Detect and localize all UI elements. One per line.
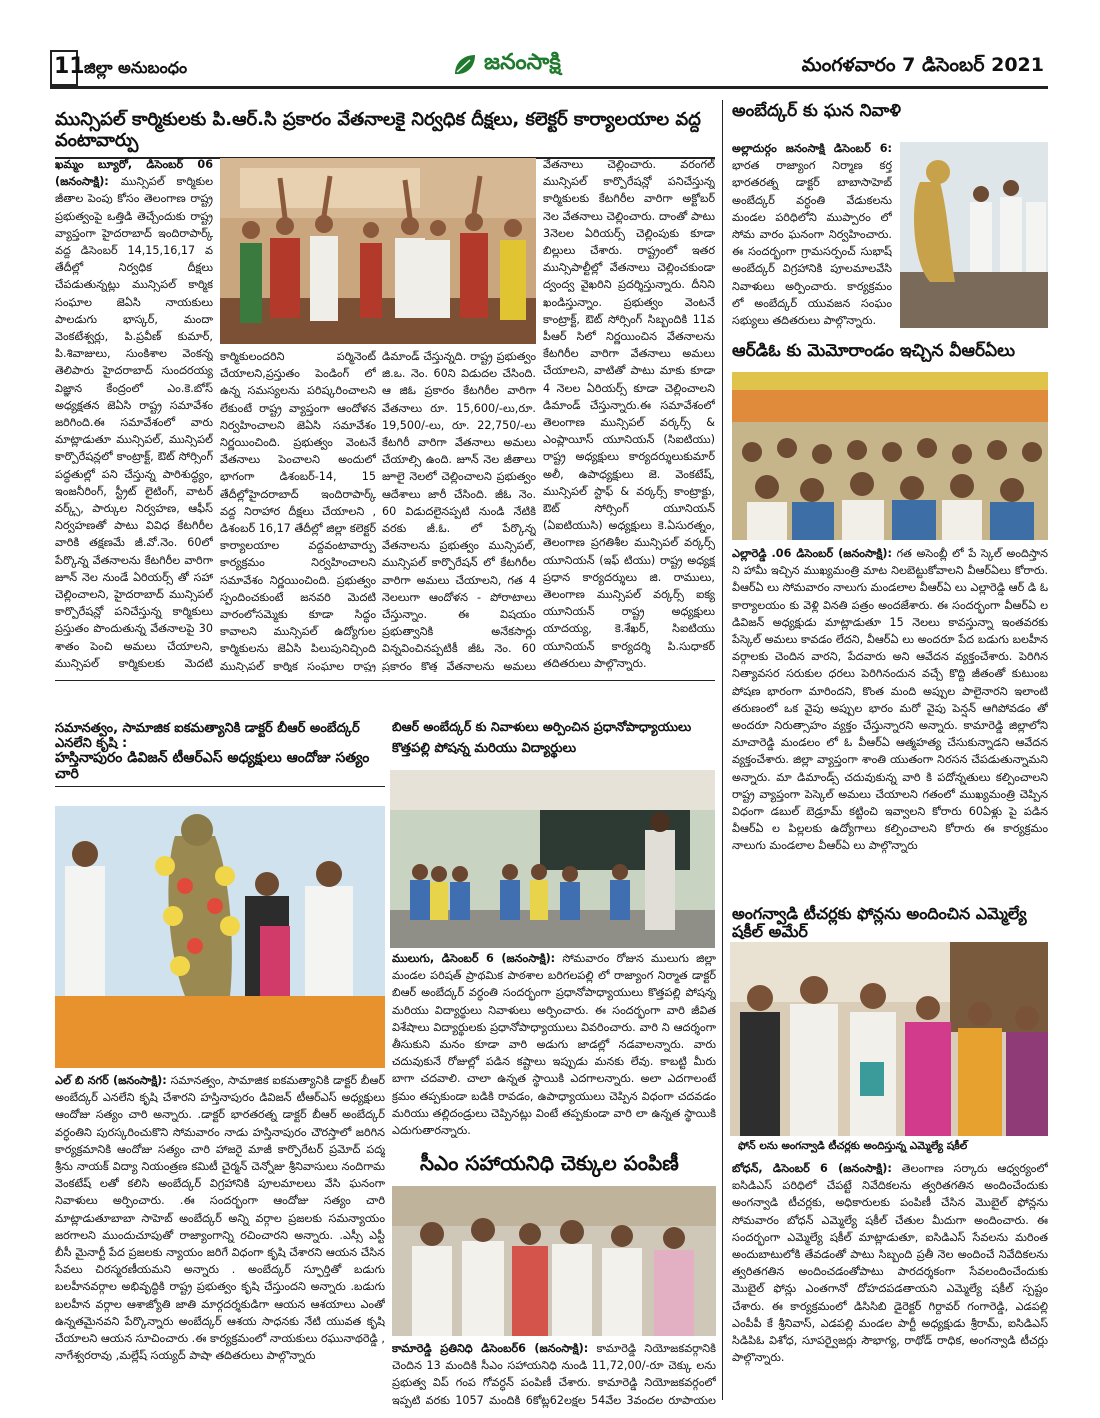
story4-text — [732, 1160, 1048, 1400]
issue-date: మంగళవారం 7 డిసెంబర్ 2021 — [801, 54, 1044, 76]
logo-text: జనంసాక్షి — [484, 50, 561, 75]
story3-dateline: ఎల్లారెడ్డి .06 డిసెంబర్ (జనంసాక్షి): — [732, 547, 892, 560]
story2-headline: అంబేద్కర్ కు ఘన నివాళి — [732, 101, 901, 121]
story2-body: భారత రాజ్యాంగ నిర్మాణ కర్త భారతరత్న డాక్టర్ బాబాసాహెబ్ అంబేద్కర్ వర్ధంతి వేడుకలను మండల పరిధిలోని ముప్పారం లో సోమ వారం ఘనంగా నిర్వహించారు. ఈ సందర్భంగా గ్రామసర్పంచ్ సుభాష్ అంబేద్కర్ విగ్రహానికి పూలమాలవేసి నివాళులు అర్పించారు. కార్యక్రమం లో అంబేద్కర్ యువజన సంఘం సభ్యులు తదితరులు పాల్గొన్నారు. — [732, 159, 892, 328]
leaf-icon — [452, 52, 478, 78]
story3-headline: ఆర్‌డిఓ కు మెమోరాండం ఇచ్చిన వీఆర్‌ఏలు — [732, 341, 1016, 361]
story6-dateline: ములుగు, డిసెంబర్ 6 (జనంసాక్షి): — [392, 952, 556, 965]
story4-photo — [730, 942, 1048, 1136]
story2-photo — [900, 142, 1048, 328]
story6-headline-1: బిఆర్ అంబేద్కర్ కు నివాళులు అర్పించిన ప్రధానోపాధ్యాయులు — [392, 719, 692, 734]
story2-dateline: అల్లాదుర్గం జనంసాక్షి డిసెంబర్ 6: — [732, 142, 892, 155]
story7-headline: సీఎం సహాయనిధి చెక్కుల పంపిణీ — [420, 1151, 679, 1175]
story1-col4 — [543, 156, 715, 672]
story6-text — [392, 950, 716, 1140]
story1-col3 — [382, 348, 536, 672]
story5-headline-1: సమానత్వం, సామాజిక ఐకమత్యానికి డాక్టర్ బీఆర్ అంబేద్కర్ ఎనలేని కృషి : — [55, 721, 360, 751]
story4-body: తెలంగాణ సర్కారు ఆధ్వర్యంలో ఐసిడిఎస్ పరిధిలో చేపట్టే నివేదికలను త్వరితగతిన అందించేందుకు అంగన్వాడి టీచర్లకు, అధికారులకు పంపిణీ చేసిన మొబైల్ ఫోన్లను సోమవారం బోధన్ ఎమ్మెల్యే షకీల్ చేతుల మీదుగా అందించారు. ఈ సందర్భంగా ఎమ్మెల్యే షకీల్ మాట్లాడుతూ, ఐసిడిఎస్ సేవలను మరింత అందుబాటులోకి తేవడంతో పాటు సిబ్బంది ప్రతీ నెల అందించే నివేదికలను త్వరితగతిన అందించడంతోపాటు పారదర్శకంగా సేవలందించేందుకు మొబైల్ ఫోన్లు ఎంతగానో దోహదపడతాయని ఎమ్మెల్యే షకీల్ స్పష్టం చేశారు. ఈ కార్యక్రమంలో డిసిసిబి డైరెక్టర్ గిర్దావర్ గంగారెడ్డి, ఎడపల్లి ఎంపీపీ కే శ్రీనివాస్, ఎడపల్లి మండల పార్టీ అధ్యక్షుడు శ్రీరామ్, ఐసిడిఎస్ సిడిపిఓ విశోధ, సూపర్వైజర్లు సౌభాగ్య, రాథోడ్ రాధిక, అంగన్వాడి టీచర్లు పాల్గొన్నారు. — [732, 1162, 1048, 1365]
story1-dateline: ఖమ్మం బ్యూరో, డిసెంబర్ 06 (జనంసాక్షి): — [55, 158, 213, 189]
story3-body: గత అసెంబ్లీ లో పే స్కెల్ అందిస్తాన ని హామీ ఇచ్చిన ముఖ్యమంత్రి మాట నిలబెట్టుకోవాలని వీఆర్ఏలు కోరారు. వీఆర్ఏ లు సోమవారం నాలుగు మండలాల వీఆర్ఏ లు ఎల్లారెడ్డి ఆర్ డి ఓ కార్యాలయం కు వెళ్లి వినతి పత్రం అందజేశారు. ఈ సందర్భంగా వీఆర్ఏ ల డివిజన్ అధ్యక్షుడు మాట్లాడుతూ 15 నెలలు కావస్తున్నా ఇంతవరకు పేస్కెల్ అమలు కావడం లేదని, వీఆర్ఏ లు అందరూ పేద బడుగు బలహీన వర్గాలకు చెందిన వారని, పేదవారు అని ఆవేదన వ్యక్తంచేశారు. పెరిగిన నిత్యావసర సరుకుల ధరలు పెరిగినందున వచ్చే కొద్ది జీతంతో కుటుంబ పోషణ భారంగా మారిందని, కొంత మంది అప్పుల పాలైనారని ఇలాంటి తరుణంలో ఒక వైపు అప్పుల భారం మరో వైపు పెన్షన్ ఆగిపోవడం తో అందరూ నిరుత్సాహం వ్యక్తం చేస్తున్నారని అన్నారు. కామారెడ్డి జిల్లాలోని మాచారెడ్డి మండలం లో ఓ వీఆర్ఏ ఆత్మహత్య చేసుకున్నాడని ఆవేదన వ్యక్తంచేశారు. జిల్లా వ్యాప్తంగా శాంతి యుతంగా నిరసన చేపడుతున్నామని అన్నారు. మా డిమాండ్స్ చదువుకున్న వారి కి పదోన్నతులు కల్పించాలని రాష్ట్ర వ్యాప్తంగా పెస్కెల్ అమలు చేయాలని గతంలో ముఖ్యమంత్రి చెప్పిన విధంగా డబుల్ బెడ్రూమ్ కట్టించి ఇవ్వాలని కోరారు 60ఏళ్లు పై పడిన వీఆర్ఏ ల పిల్లలకు ఉద్యోగాలు కల్పించాలని కోరారు ఈ కార్యక్రమం నాలుగు మండలాల వీఆర్ఏ లు పాల్గొన్నారు — [732, 547, 1048, 853]
story6-body: సోమవారం రోజున ములుగు జిల్లా మండల పరిషత్ ప్రాథమిక పాఠశాల బరిగలపల్లి లో రాజ్యాంగ నిర్మాత డాక్టర్ బిఆర్ అంబేద్కర్ వర్ధంతి సందర్భంగా ప్రధానోపాధ్యాయులు కొత్తపల్లి పోషన్న మరియు విద్యార్థులు నివాళులు అర్పించారు. ఈ సందర్భంగా వారి జీవిత విశేషాలు విద్యార్థులకు ప్రధానోపాధ్యాయులు వివరించారు. వారి ని ఆదర్శంగా తీసుకుని మనం కూడా వారి అడుగు జాడల్లో నడవాలన్నారు. వారు చదువుకునే రోజుల్లో పడిన కష్టాలు ఇప్పుడు మనకు లేవు. కాబట్టి మీరు బాగా చదవాలి. చాలా ఉన్నత స్థాయికి ఎదగాలన్నారు. అలా ఎదగాలంటే క్రమం తప్పకుండా బడికి రావడం, ఉపాధ్యాయులు చెప్పిన విధంగా చదవడం మరియు తల్లిదండ్రులు చెప్పినట్లు వింటే తప్పకుండా వారి లా ఉన్నత స్థాయికి ఎదుగుతారన్నారు. — [392, 952, 716, 1138]
story5-headline-2: హస్తినాపురం డివిజన్ టీఆర్ఎస్ అధ్యక్షులు ఆందోజు సత్యం చారి — [55, 750, 385, 787]
story1-col1-text: మున్సిపల్ కార్మికుల జీతాల పెంపు కోసం తెలంగాణ రాష్ట్ర ప్రభుత్వంపై ఒత్తిడి తెచ్చేందుకు రాష్ట్ర వ్యాప్తంగా హైదరాబాద్ ఇందిరాపార్క్ వద్ద డిసెంబర్ 14,15,16,17 వ తేదీల్లో నిర్వధిక దీక్షలు చేపడుతున్నట్లు మున్సిపల్ కార్మిక సంఘాల జెఏసి నాయకులు పాలడుగు భాస్కర్, మందా వెంకటేశ్వర్లు, పి.ప్రవీణ్ కుమార్, పి.శివాజులు, సుంకిశాల వెంకన్న తెలిపారు హైదరాబాద్ సుందరయ్య విజ్ఞాన కేంద్రంలో ఎం.కె.బోస్ అధ్యక్షతన జెఏసి రాష్ట్ర సమావేశం జరిగింది.ఈ సమావేశంలో వారు మాట్లాడుతూ మున్సిపల్, మున్సిపల్ కార్పొరేషన్లలో కాంట్రాక్ట్, ఔట్ సోర్సింగ్ పద్ధతుల్లో పని చేస్తున్న పారిశుద్ధ్యం, ఇంజనీరింగ్, స్ట్రీట్ లైటింగ్, వాటర్ వర్క్స్, పార్కుల నిర్వహణ, ఆఫీస్ నిర్వహణతో పాటు వివిధ కేటగిరీల వారికి తక్షణమే జీ.వో.నెం. 60లో పేర్కొన్న వేతనాలను కేటగిరీల వారిగా జూన్ నెల నుండే ఏరియర్స్ తో సహా చెల్లించాలని, హైదరాబాద్ మున్సిపల్ కార్పొరేషన్లో పనిచేస్తున్న కార్మికులు ప్రస్తుతం పొందుతున్న వేతనాలపై 30 శాతం పెంచి అమలు చేయాలని, మున్సిపల్ కార్మికులకు మెదటి — [55, 175, 213, 670]
story1-col1 — [55, 156, 213, 672]
story5-text — [55, 1072, 385, 1402]
story3-photo — [732, 372, 1048, 540]
story6-headline-2: కొత్తపల్లి పోషన్న మరియు విద్యార్థులు — [392, 741, 577, 756]
section-title: జిల్లా అనుబంధం — [84, 58, 188, 77]
story4-caption: ఫోన్ లను అంగన్వాడి టీచర్లకు అందిస్తున్న ఎమ్మెల్యే షకీల్ — [738, 1140, 968, 1152]
story4-dateline: బోధన్, డిసెంబర్ 6 (జనంసాక్షి): — [732, 1162, 892, 1175]
story5-dateline: ఎల్ బి నగర్ (జనంసాక్షి): — [55, 1074, 167, 1087]
story1-col3-text: డిమాండ్ చేస్తున్నది. రాష్ట్ర ప్రభుత్వం జి.ఒ. నెం. 60ని విడుదల చేసింది. ఆ జిఓ ప్రకారం కేటగిరీల వారిగా వేతనాలు రూ. 15,600/-లు,రూ. 19,500/-లు, రూ. 22,750/-లు కేటగిరీ వారిగా వేతనాలు అమలు చేయాల్సి ఉంది. జూన్ నెల జీతాలు జూలై నెలలో చెల్లించాలని ప్రభుత్వం ఆదేశాలు జారీ చేసింది. జీఓ నెం. 60 విడుదలైనప్పటి నుండి నేటికి వరకు జీ.ఓ. లో పేర్కొన్న వేతనాలను ప్రభుత్వం మున్సిపల్, మున్సిపల్ కార్పొరేషన్ లో కేటగిరీల వారిగా అమలు చేయాలని, గత 4 నెలలుగా ఆందోళన - పోరాటాలు చేస్తున్నాం. ఈ విషయం ప్రభుత్వానికి అనేకసార్లు విన్నవించినప్పటికీ జీఓ నెం. 60 ప్రకారం కొత్త వేతనాలను అమలు — [382, 350, 536, 672]
story5-body: సమానత్వం, సామాజిక ఐకమత్యానికి డాక్టర్ బీఆర్ అంబేద్కర్ ఎనలేని కృషి చేశారని హస్తినాపురం డివిజన్ టీఆర్ఎస్ అధ్యక్షులు ఆందోజు సత్యం చారి అన్నారు. .డాక్టర్ భారతరత్న డాక్టర్ బీఆర్ అంబేద్కర్ వర్ధంతిని పురస్కరించుకొని సోమవారం నాడు హస్తినాపురం చౌరస్తాలో జరిగిన కార్యక్రమానికి ఆందోజు సత్యం చారి హాజరై మాజీ కార్పొరేటర్ ప్రమోద్ పద్మ శ్రీను నాయక్ విద్యా నియంత్రణ కమిటీ చైర్మన్ చెన్నోజు శ్రీనివాసులు నందిగామ వెంకటేష్ లతో కలిసి అంబేద్కర్ విగ్రహానికి పూలమాలలు వేసి ఘనంగా నివాళులు అర్పించారు. .ఈ సందర్భంగా ఆందోజు సత్యం చారి మాట్లాడుతూబాబా సాహెబ్ అంబేద్కర్ అన్ని వర్గాల ప్రజలకు సమన్యాయం జరగాలని ముందుచూపుతో రాజ్యాంగాన్ని రచించారని అన్నారు. .ఎస్సీ ఎస్టీ బీసీ మైనార్టీ పేద ప్రజలకు న్యాయం జరిగే విధంగా కృషి చేశారని ఆయన చేసిన సేవలు చిరస్మరణీయమని అన్నారు . అంబేద్కర్ స్ఫూర్తితో బడుగు బలహీనవర్గాల అభివృద్ధికి రాష్ట్ర ప్రభుత్వం కృషి చేస్తుందని అన్నారు .బడుగు బలహీన వర్గాల ఆశాజ్యోతి జాతి మార్గదర్శకుడిగా ఆయన ఆశయాలు ఎంతో ఉన్నతమైనవని పేర్కొన్నారు అంబేద్కర్ ఆశయ సాధనకు నేటి యువత కృషి చేయాలని ఆయన సూచించారు .ఈ కార్యక్రమంలో నాయకులు రఘునాథరెడ్డి , నాగేశ్వరరావు ,మల్లేష్ సయ్యద్ పాషా తదితరులు పాల్గొన్నారు — [55, 1074, 385, 1363]
story7-photo — [392, 1186, 716, 1336]
story7-body: కామారెడ్డి నియోజకవర్గానికి చెందిన 13 మందికి సీఎం సహాయనిధి నుండి 11,72,00/-రూ చెక్కు లను ప్రభుత్వ విప్ గంప గోవర్ధన్ పంపిణీ చేశారు. కామారెడ్డి నియోజకవర్గంలో ఇప్పటి వరకు 1057 మందికి 6కోట్ల62లక్షల 54వేల 3వందల రూపాయల — [392, 1342, 716, 1407]
masthead-logo — [452, 48, 632, 82]
story5-photo — [55, 806, 385, 1068]
story1-col2 — [220, 348, 376, 672]
story4-headline: అంగన్వాడి టీచర్లకు ఫోన్లను అందించిన ఎమ్మెల్యే షకీల్ అమేర్ — [732, 904, 1027, 942]
column-divider — [722, 100, 723, 1400]
story2-text — [732, 140, 892, 332]
story1-col4-text: వేతనాలు చెల్లించారు. వరంగల్ మున్సిపల్ కార్పొరేషన్లో పనిచేస్తున్న కార్మికులకు కేటగిరీల వారిగా అక్టోబర్ నెల వేతనాలు చెల్లించారు. దాంతో పాటు 3నెలల ఏరియర్స్ చెల్లింపుకు కూడా బిల్లులు చేశారు. రాష్ట్రంలో ఇతర మున్సిపాల్టీల్లో వేతనాలు చెల్లించకుండా ద్వంద్వ వైఖరిని ప్రదర్శిస్తున్నారు. దీనిని ఖండిస్తున్నాం. ప్రభుత్వం వెంటనే కాంట్రాక్ట్, ఔట్ సోర్సింగ్ సిబ్బందికి 11వ పీఆర్ సిలో నిర్ణయించిన వేతనాలను కేటగిరీల వారిగా వేతనాలు అమలు చేయాలని, వాటితో పాటు మాకు కూడా 4 నెలల ఏరియర్స్ కూడా చెల్లించాలని డిమాండ్ చేస్తున్నారు.ఈ సమావేశంలో తెలంగాణ మున్సిపల్ వర్కర్స్ & ఎంప్లాయీస్ యూనియన్ (సిఐటియు) రాష్ట్ర అధ్యక్షులు కార్యదర్శులుకుమార్ అలీ, ఉపాధ్యక్షులు జె. వెంకటేష్, మున్సిపల్ స్టాఫ్ & వర్కర్స్ కాంట్రాక్టు, ఔట్ సోర్సింగ్ యూనియన్ (ఏఐటియుసి) అధ్యక్షులు కె.ఏసురత్నం, తెలంగాణ ప్రగతిశీల మున్సిపల్ వర్కర్స్ యూనియన్ (ఇఫ్ టియు) రాష్ట్ర అధ్యక్ష ప్రధాన కార్యదర్శులు జి. రాములు, తెలంగాణ మున్సిపల్ వర్కర్స్ ఐక్య యూనియన్ రాష్ట్ర అధ్యక్షులు యాదయ్య, కె.శేఖర్, సిఐటియు యూనియన్ కార్యదర్శి పి.సుధాకర్ తదితరులు పాల్గొన్నారు. — [543, 158, 715, 670]
story7-dateline: కామారెడ్డి ప్రతినిధి డిసెంబర్6 (జనంసాక్షి): — [392, 1342, 589, 1355]
section-divider — [55, 680, 715, 681]
page-header — [50, 46, 1048, 89]
story1-headline: మున్సిపల్ కార్మికులకు పి.ఆర్.సి ప్రకారం వేతనాలకై నిర్వధిక దీక్షలు, కలెక్టర్ కార్యాలయాల వద్ద వంటావార్పు — [55, 110, 715, 159]
story6-photo — [390, 770, 715, 948]
page-number: 11 — [54, 54, 85, 79]
story1-photo — [220, 158, 536, 344]
story1-col2-text: కార్మికులందరిని పర్మినెంట్ చేయాలని,ప్రస్తుతం పెండింగ్ లో ఉన్న సమస్యలను పరిష్కరించాలని లేకుంటే రాష్ట్ర వ్యాప్తంగా ఆందోళన నిర్వహించాలని జెఏసి సమావేశం నిర్ణయించింది. ప్రభుత్వం వెంటనే వేతనాలు పెంచాలని అందులో భాగంగా డిశంబర్-14, 15 తేదీల్లోహైదరాబాద్ ఇందిరాపార్క్ వద్ద నిరాహార దీక్షలు చేయాలని , డిశంబర్ 16,17 తేదీల్లో జిల్లా కలెక్టర్ కార్యాలయాల వద్దవంటావార్పు కార్యక్రమం నిర్వహించాలని సమావేశం నిర్ణయించింది. ప్రభుత్వం స్పందించకుంటే జనవరి మెదటి వారంలోసమ్మెకు కూడా సిద్ధం కావాలని మున్సిపల్ ఉద్యోగుల కార్మికులను జెఏసి పిలుపునిచ్చింది మున్సిపల్ కార్మిక సంఘాల రాష్ట్ర — [220, 350, 376, 672]
story3-text — [732, 545, 1048, 891]
story7-text — [392, 1340, 716, 1410]
